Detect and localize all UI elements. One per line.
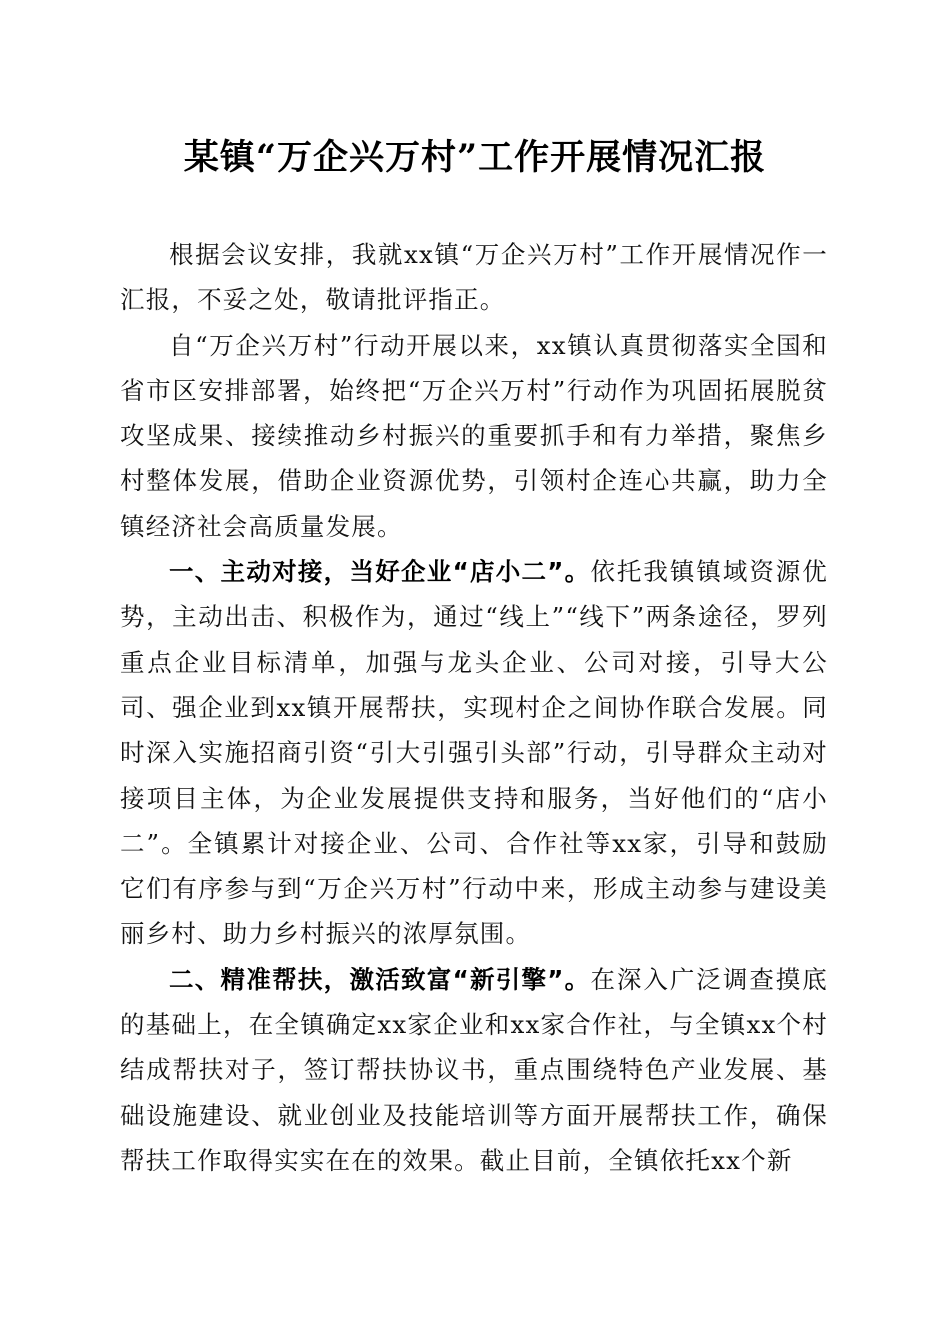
paragraph-overview (120, 323, 828, 549)
paragraph-text: 根据会议安排，我就xx镇“万企兴万村”工作开展情况作一汇报，不妥之处，敬请批评指正。 (120, 240, 828, 315)
paragraph-text: 依托我镇镇域资源优势，主动出击、积极作为，通过“线上”“线下”两条途径，罗列重点企业目标清单，加强与龙头企业、公司对接，引导大公司、强企业到xx镇开展帮扶，实现村企之间协作联合发展。同时深入实施招商引资“引大引强引头部”行动，引导群众主动对接项目主体，为企业发展提供支持和服务，当好他们的“店小二”。全镇累计对接企业、公司、合作社等xx家，引导和鼓励它们有序参与到“万企兴万村”行动中来，形成主动参与建设美丽乡村、助力乡村振兴的浓厚氛围。 (120, 557, 828, 949)
document-title: 某镇“万企兴万村”工作开展情况汇报 (183, 137, 767, 178)
paragraph-text: 在深入广泛调查摸底的基础上，在全镇确定xx家企业和xx家合作社，与全镇xx个村结成帮扶对子，签订帮扶协议书，重点围绕特色产业发展、基础设施建设、就业创业及技能培训等方面开展帮扶工作，确保帮扶工作取得实实在在的效果。截止目前，全镇依托xx个新 (120, 964, 828, 1175)
paragraph-section-two (120, 957, 828, 1183)
section-heading: 一、主动对接，当好企业“店小二”。 (169, 557, 591, 587)
paragraph-section-one (120, 549, 828, 957)
paragraph-intro (120, 232, 828, 323)
paragraph-text: 自“万企兴万村”行动开展以来，xx镇认真贯彻落实全国和省市区安排部署，始终把“万企兴万村”行动作为巩固拓展脱贫攻坚成果、接续推动乡村振兴的重要抓手和有力举措，聚焦乡村整体发展，借助企业资源优势，引领村企连心共赢，助力全镇经济社会高质量发展。 (120, 330, 828, 541)
section-heading: 二、精准帮扶，激活致富“新引擎”。 (169, 964, 591, 994)
document-body (120, 232, 828, 1183)
